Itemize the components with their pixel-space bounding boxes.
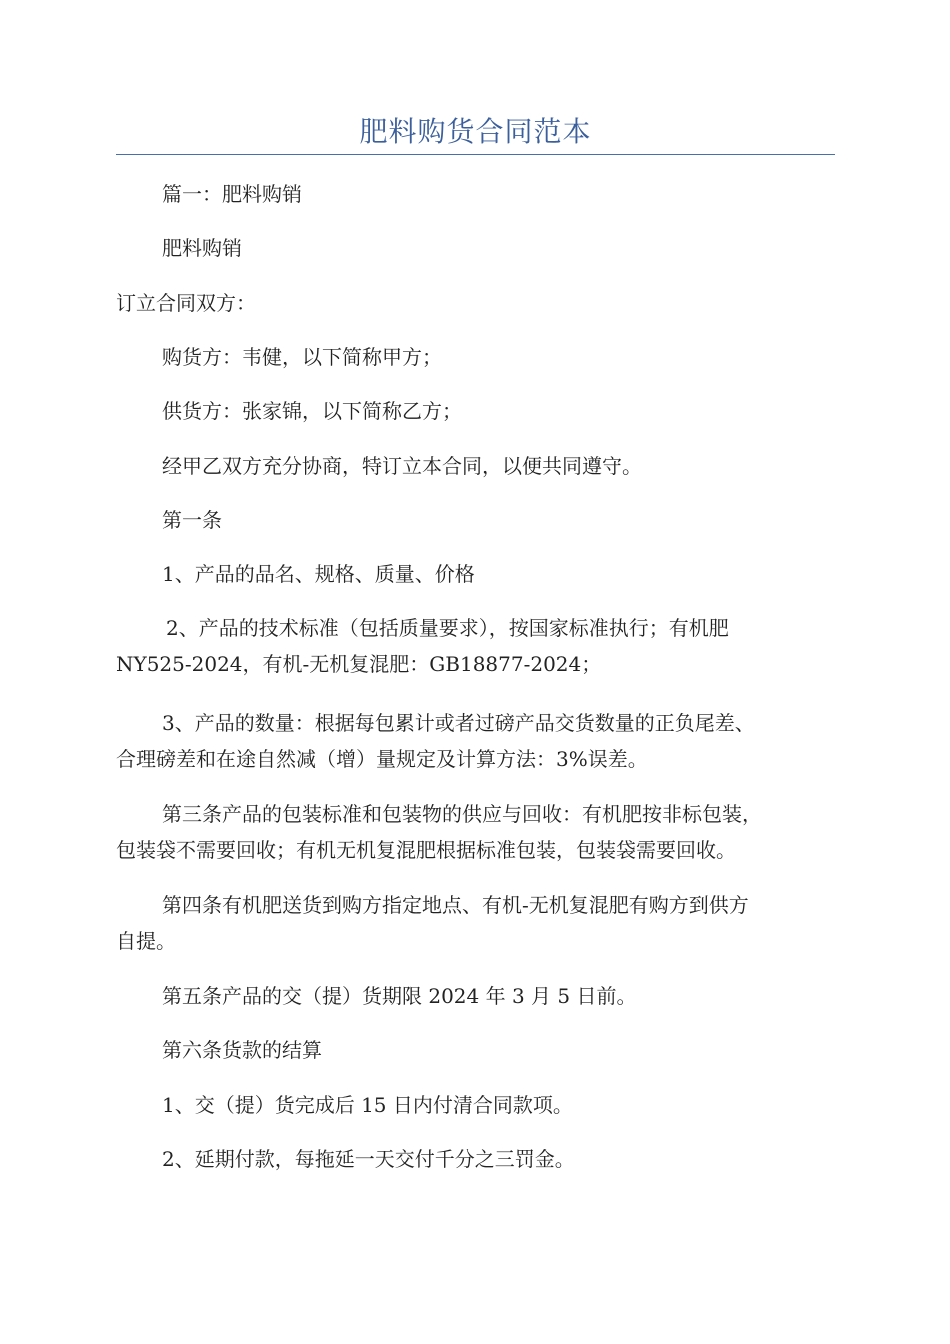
paragraph-section-heading: 篇一：肥料购销	[162, 182, 302, 206]
paragraph-item-3-line-1: 3、产品的数量：根据每包累计或者过磅产品交货数量的正负尾差、	[162, 711, 755, 735]
paragraph-parties-intro: 订立合同双方：	[116, 291, 256, 315]
paragraph-article-4	[116, 887, 835, 959]
paragraph-item-2	[116, 610, 835, 682]
paragraph-article-3-line-1: 第三条产品的包装标准和包装物的供应与回收：有机肥按非标包装，	[162, 802, 762, 826]
paragraph-buyer: 购货方：韦健，以下简称甲方；	[162, 345, 442, 369]
paragraph-payment-2: 2、延期付款，每拖延一天交付千分之三罚金。	[162, 1147, 575, 1171]
paragraph-subtitle: 肥料购销	[162, 236, 242, 260]
paragraph-item-1: 1、产品的品名、规格、质量、价格	[162, 562, 475, 586]
paragraph-item-3	[116, 705, 835, 777]
paragraph-article-1: 第一条	[162, 508, 222, 532]
paragraph-article-4-line-2: 自提。	[116, 929, 176, 953]
paragraph-agreement: 经甲乙双方充分协商，特订立本合同，以便共同遵守。	[162, 454, 642, 478]
paragraph-article-5: 第五条产品的交（提）货期限 2024 年 3 月 5 日前。	[162, 984, 637, 1008]
paragraph-article-4-line-1: 第四条有机肥送货到购方指定地点、有机-无机复混肥有购方到供方	[162, 893, 749, 917]
paragraph-supplier: 供货方：张家锦，以下简称乙方；	[162, 399, 462, 423]
paragraph-item-2-line-1: 2、产品的技术标准（包括质量要求），按国家标准执行；有机肥	[166, 616, 729, 640]
paragraph-article-3	[116, 796, 835, 868]
paragraph-article-3-line-2: 包装袋不需要回收；有机无机复混肥根据标准包装，包装袋需要回收。	[116, 838, 736, 862]
paragraph-payment-1: 1、交（提）货完成后 15 日内付清合同款项。	[162, 1093, 573, 1117]
paragraph-item-2-line-2: NY525-2024，有机-无机复混肥：GB18877-2024；	[116, 652, 602, 676]
document-title: 肥料购货合同范本	[359, 115, 592, 148]
paragraph-article-6: 第六条货款的结算	[162, 1038, 322, 1062]
paragraph-item-3-line-2: 合理磅差和在途自然减（增）量规定及计算方法：3%误差。	[116, 747, 648, 771]
title-underline	[116, 154, 835, 155]
